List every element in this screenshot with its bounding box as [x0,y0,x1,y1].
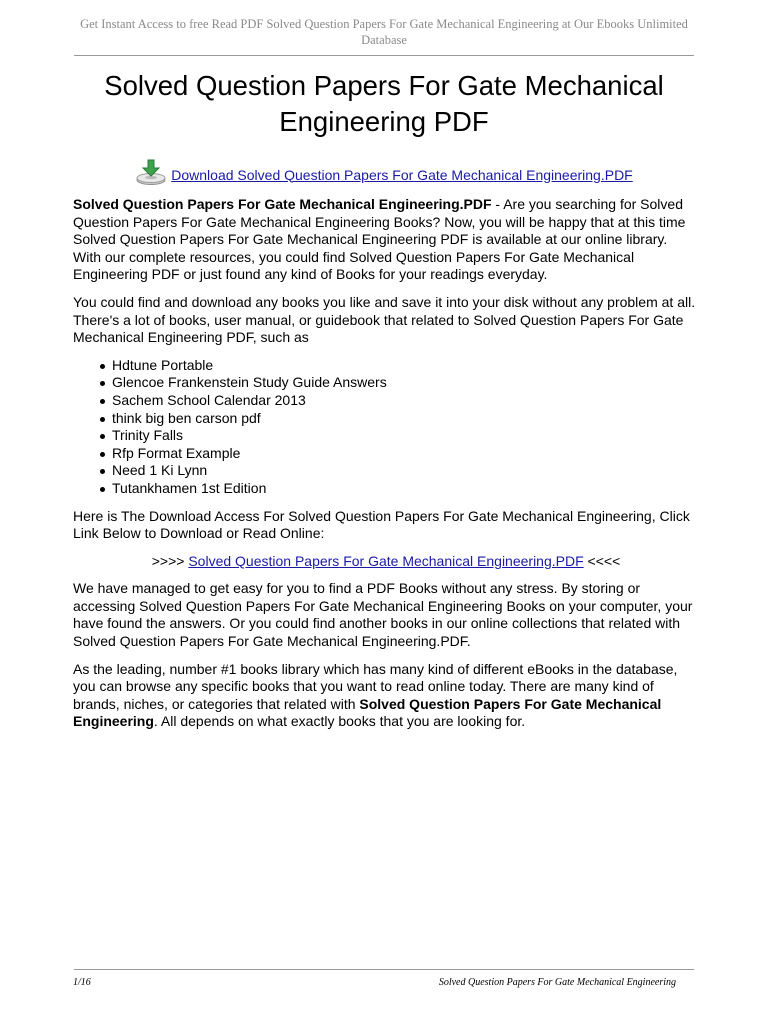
list-item: Glencoe Frankenstein Study Guide Answers [112,374,699,392]
main-content [73,196,699,741]
page-title: Solved Question Papers For Gate Mechanical Engineering PDF [104,70,664,137]
footer-title: Solved Question Papers For Gate Mechanical Engineering [438,977,676,988]
intro-bold-lead: Solved Question Papers For Gate Mechanical Engineering.PDF [73,196,492,212]
download-pdf-link[interactable]: Download Solved Question Papers For Gate Mechanical Engineering.PDF [171,166,633,183]
intro-text: - Are you searching for Solved Question Papers For Gate Mechanical Engineering Books? Now, you will be happy that at this time Solved Question Papers For Gate Mechanical Engineering PDF is available at our online library. With our complete resources, you could find Solved Question Papers For Gate Mechanical Engineering PDF or just found any kind of Books for your readings everyday. [73,196,686,283]
intro-paragraph [73,196,699,284]
read-online-row [73,553,699,571]
list-item: Trinity Falls [112,427,699,445]
leading-text: As the leading, number #1 books library which has many kind of different eBooks in the database, you can browse any specific books that you want to read online today. There are many kind of brands, niches, or categories that related with [73,660,678,712]
leading-library-paragraph [73,661,699,731]
list-item: think big ben carson pdf [112,410,699,428]
read-link-prefix: >>>> [151,552,189,569]
read-link-suffix: <<<< [583,552,621,569]
list-item: Tutankhamen 1st Edition [112,480,699,498]
leading-bold: Solved Question Papers For Gate Mechanical Engineering [73,695,662,730]
related-books-list [73,357,699,498]
list-item: Sachem School Calendar 2013 [112,392,699,410]
read-online-link[interactable]: Solved Question Papers For Gate Mechanical Engineering.PDF [188,552,584,569]
list-item: Hdtune Portable [112,357,699,375]
list-item: Rfp Format Example [112,445,699,463]
list-item: Need 1 Ki Lynn [112,462,699,480]
download-access-paragraph: Here is The Download Access For Solved Question Papers For Gate Mechanical Engineering, Click Link Below to Download or Read Online: [73,507,690,542]
header-divider [74,55,694,56]
leading-tail: . All depends on what exactly books that you are looking for. [153,713,526,730]
header-note: Get Instant Access to free Read PDF Solved Question Papers For Gate Mechanical Engineering at Our Ebooks Unlimited Database [80,17,688,47]
page-number: 1/16 [73,977,91,988]
managed-paragraph: We have managed to get easy for you to find a PDF Books without any stress. By storing or accessing Solved Question Papers For Gate Mechanical Engineering Books on your computer, your have found the answers. Or you could find another books in our online collections that related with Solved Question Papers For Gate Mechanical Engineering.PDF. [73,580,693,650]
download-row [74,158,694,191]
related-books-paragraph: You could find and download any books you like and save it into your disk without any problem at all. There's a lot of books, user manual, or guidebook that related to Solved Question Papers For Gate Mechanical Engineering PDF, such as [73,293,696,346]
download-arrow-icon[interactable] [135,158,171,191]
footer-divider [74,969,694,970]
